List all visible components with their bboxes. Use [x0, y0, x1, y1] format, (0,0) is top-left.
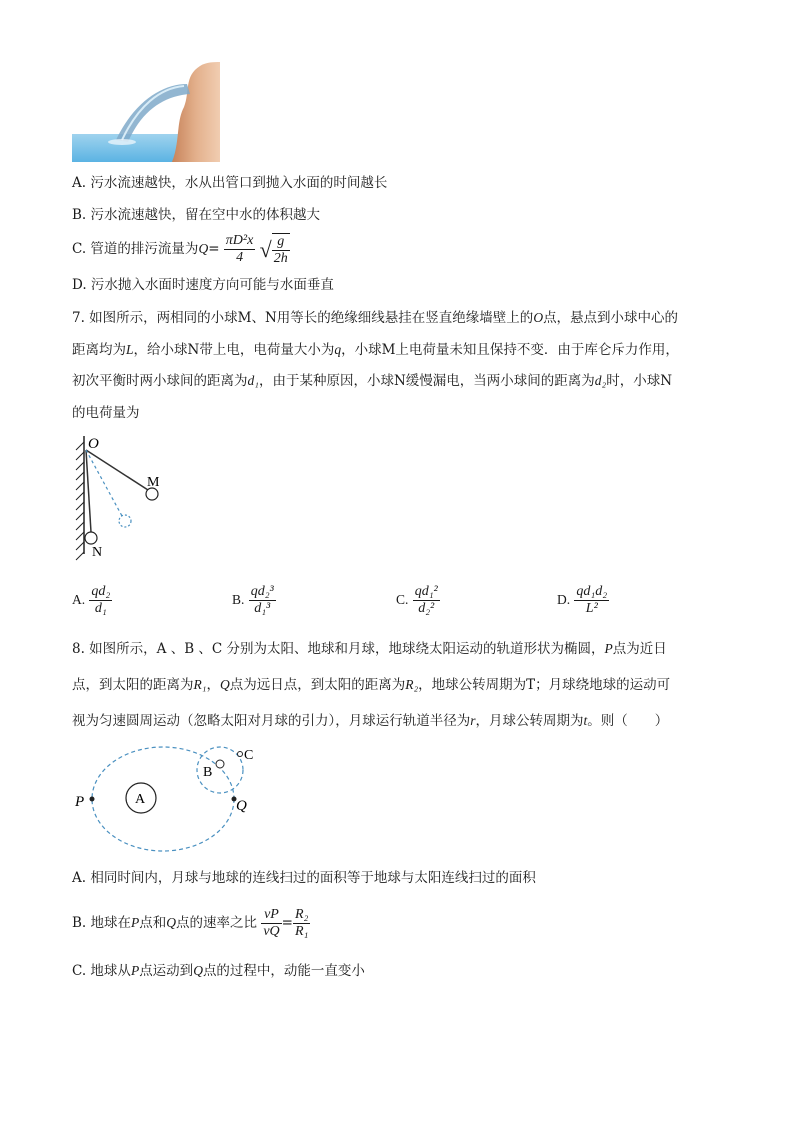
q7-option-b: B. $\frac{\text{qd₂³}}{\text{d₁³}}$ — [232, 584, 274, 616]
q7-figure — [70, 432, 180, 562]
q8-stem-line2: 点，到太阳的距离为R₁，Q点为远日点，到太阳的距离为R₂，地球公转周期为T；月球绕地球的运动可 — [72, 677, 671, 693]
q7-option-d: D. $\frac{\text{qd₁d₂}}{\text{L²}}$ — [557, 584, 608, 616]
q7-label-o: O — [88, 436, 99, 452]
q8-option-a: A. 相同时间内，月球与地球的连线扫过的面积等于地球与太阳连线扫过的面积 — [72, 870, 536, 886]
q6-option-c: C. 管道的排污流量为Q= $\frac{\text{πD²x}}{4}$ √ $\frac{g}{2h}$ — [72, 233, 288, 266]
q6-c-fraction: $\frac{\text{πD²x}}{4}$ — [225, 233, 254, 265]
q6-c-sqrt: √ $\frac{g}{2h}$ — [259, 233, 288, 266]
q8-option-c: C. 地球从P点运动到Q点的过程中，动能一直变小 — [72, 963, 365, 979]
q7-option-c: C. $\frac{\text{qd₁²}}{\text{d₂²}}$ — [396, 584, 438, 616]
q8-label-p: P — [75, 794, 85, 810]
sewage-outflow-image — [72, 62, 220, 162]
q7-stem-line3: 初次平衡时两小球间的距离为d₁，由于某种原因，小球N缓慢漏电，当两小球间的距离为d₂时，小球N — [72, 373, 673, 389]
q8-option-b: B. 地球在P点和Q点的速率之比 $\frac{vP}{vQ}$ = $\frac{\text{R₂}}{\text{R₁}}$ — [72, 907, 309, 939]
q8-label-c: C — [244, 748, 254, 763]
q8-stem-line3: 视为匀速圆周运动（忽略太阳对月球的引力），月球运行轨道半径为r，月球公转周期为t。则（ ） — [72, 713, 669, 729]
q8-label-q: Q — [236, 798, 247, 814]
q8-label-a: A — [135, 792, 146, 807]
q6-option-a: A. 污水流速越快，水从出管口到抛入水面的时间越长 — [72, 175, 388, 191]
q6-option-b: B. 污水流速越快，留在空中水的体积越大 — [72, 207, 321, 223]
q7-label-m: M — [147, 475, 160, 490]
q8-label-b: B — [203, 765, 213, 780]
q7-stem-line4: 的电荷量为 — [72, 405, 140, 421]
q7-option-a: A. $\frac{\text{qd₂}}{\text{d₁}}$ — [72, 584, 111, 616]
q8-orbit-figure — [70, 738, 270, 860]
q7-stem-line1: 7. 如图所示，两相同的小球M、N用等长的绝缘细线悬挂在竖直绝缘墙壁上的O点，悬点到小球中心的 — [72, 310, 679, 326]
q7-label-n: N — [92, 545, 103, 560]
q7-stem-line2: 距离均为L，给小球N带上电，电荷量大小为q，小球M上电荷量未知且保持不变．由于库仑斥力作用， — [72, 342, 679, 358]
q6-option-d: D. 污水抛入水面时速度方向可能与水面垂直 — [72, 277, 334, 293]
q8-stem-line1: 8. 如图所示，A 、B 、C 分别为太阳、地球和月球，地球绕太阳运动的轨道形状为椭圆，P点为近日 — [72, 641, 667, 657]
